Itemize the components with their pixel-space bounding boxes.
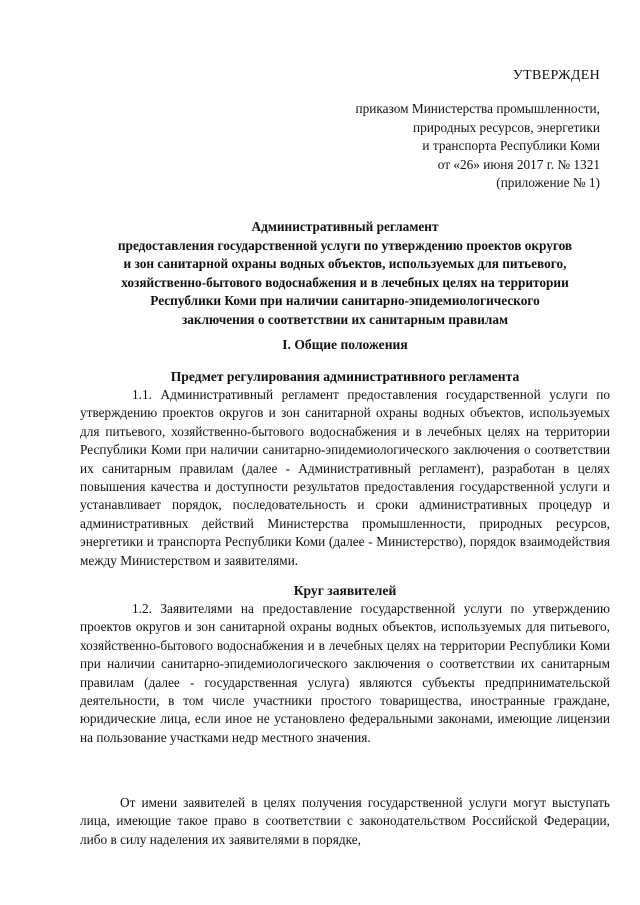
document-title bbox=[80, 218, 610, 330]
paragraph-1-1 bbox=[80, 386, 610, 570]
section-heading-general: I. Общие положения bbox=[282, 337, 408, 352]
title-line: и зон санитарной охраны водных объектов, используемых для питьевого, bbox=[123, 256, 567, 272]
paragraph-text: От имени заявителей в целях получения государственной услуги могут выступать лица, имеющие такое право в соответствии с законодательством Российской Федерации, либо в силу наделения их заявителями в порядке, bbox=[80, 795, 610, 847]
title-line: хозяйственно-бытового водоснабжения и в лечебных целях на территории bbox=[121, 274, 569, 290]
subsection-heading-applicants: Круг заявителей bbox=[293, 583, 397, 598]
paragraph-1-2 bbox=[80, 600, 610, 747]
approval-line: (приложение № 1) bbox=[496, 175, 600, 191]
paragraph-representatives bbox=[80, 794, 610, 849]
title-line: заключения о соответствии их санитарным правилам bbox=[181, 311, 509, 327]
paragraph-text: 1.1. Административный регламент предоставления государственной услуги по утверждению проектов округов и зон санитарной охраны водных объектов, используемых для питьевого, хозяйственно-бытового водоснабжения и в лечебных целях на территории Республики Коми при наличии санитарно-эпидемиологического заключения о соответствии их санитарным правилам (далее - Административный регламент), разработан в целях повышения качества и доступности результатов предоставления государственной услуги и устанавливает порядок, последовательность и сроки административных процедур и административных действий Министерства промышленности, природных ресурсов, энергетики и транспорта Республики Коми (далее - Министерство), порядок взаимодействия между Министерством и заявителями. bbox=[80, 387, 610, 568]
approval-line: и транспорта Республики Коми bbox=[422, 138, 600, 154]
title-line: Республики Коми при наличии санитарно-эпидемиологического bbox=[150, 293, 540, 309]
approval-line: природных ресурсов, энергетики bbox=[412, 119, 600, 135]
paragraph-text: 1.2. Заявителями на предоставление государственной услуги по утверждению проектов округов и зон санитарной охраны водных объектов, используемых для питьевого, хозяйственно-бытового водоснабжения и в лечебных целях на территории Республики Коми при наличии санитарно-эпидемиологического заключения о соответствии их санитарным правилам (далее - государственная услуга) являются субъекты предпринимательской деятельности, в том числе участники простого товарищества, иностранные граждане, юридические лица, если иное не установлено федеральными законами, имеющие лицензии на пользование участками недр местного значения. bbox=[80, 601, 610, 745]
approval-block bbox=[356, 100, 600, 193]
approval-line: приказом Министерства промышленности, bbox=[355, 101, 600, 116]
subsection-heading-subject: Предмет регулирования административного регламента bbox=[170, 369, 520, 384]
approval-line: от «26» июня 2017 г. № 1321 bbox=[437, 156, 600, 172]
approved-stamp: УТВЕРЖДЕН bbox=[512, 68, 600, 83]
title-line: Административный регламент bbox=[251, 219, 439, 234]
title-line: предоставления государственной услуги по утверждению проектов округов bbox=[117, 237, 573, 253]
